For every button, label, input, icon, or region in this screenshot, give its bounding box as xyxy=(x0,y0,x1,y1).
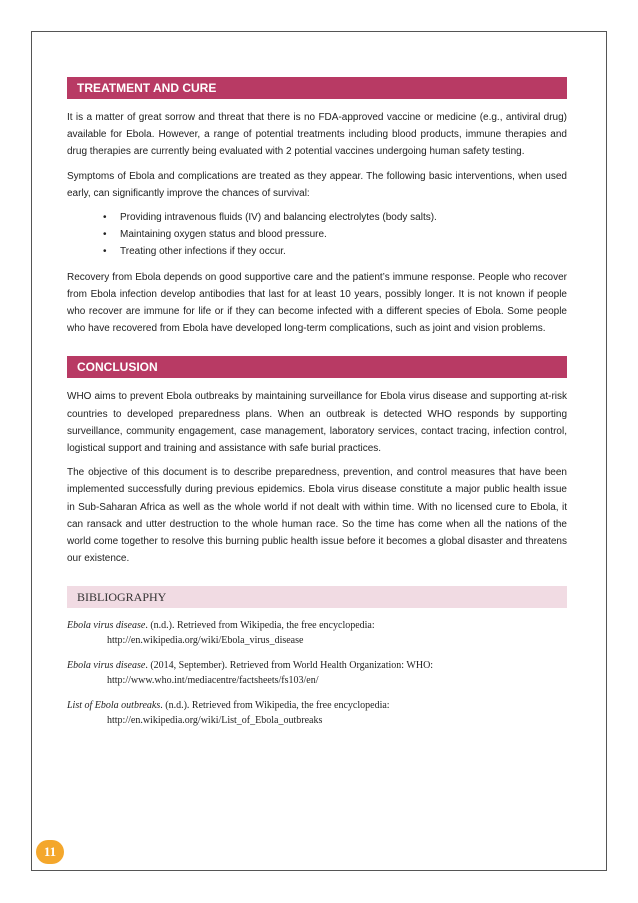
bibliography-title: List of Ebola outbreaks xyxy=(67,700,161,712)
list-item xyxy=(103,243,567,260)
bibliography-url[interactable]: http://en.wikipedia.org/wiki/Ebola_virus_disease xyxy=(107,635,304,647)
list-item-text: Treating other infections if they occur. xyxy=(120,246,286,258)
page-content xyxy=(67,77,567,738)
bibliography-entry xyxy=(67,618,567,648)
treatment-paragraph-1: It is a matter of great sorrow and threat that there is no FDA-approved vaccine or medicine (e.g., antiviral drug) available for Ebola. However, a range of potential treatments including blood products, immune therapies and drug therapies are currently being evaluated with 2 potential vaccines undergoing human safety testing. xyxy=(67,112,567,158)
bibliography-entry xyxy=(67,658,567,688)
page-number-badge: 11 xyxy=(36,840,64,864)
bullet-icon: • xyxy=(103,212,107,224)
list-item-text: Providing intravenous fluids (IV) and balancing electrolytes (body salts). xyxy=(120,212,437,224)
bibliography-entry xyxy=(67,698,567,728)
bibliography-source: . (2014, September). Retrieved from World Health Organization: WHO: xyxy=(145,660,434,672)
bibliography-url[interactable]: http://en.wikipedia.org/wiki/List_of_Ebola_outbreaks xyxy=(107,715,323,727)
bibliography-title: Ebola virus disease xyxy=(67,660,146,672)
bibliography-source: . (n.d.). Retrieved from Wikipedia, the free encyclopedia: xyxy=(160,700,390,712)
bullet-icon: • xyxy=(103,246,107,258)
bullet-icon: • xyxy=(103,229,107,241)
conclusion-heading: CONCLUSION xyxy=(67,356,567,378)
bibliography-title: Ebola virus disease xyxy=(67,620,146,632)
bibliography-url[interactable]: http://www.who.int/mediacentre/factsheets/fs103/en/ xyxy=(107,675,319,687)
bibliography-source: . (n.d.). Retrieved from Wikipedia, the free encyclopedia: xyxy=(145,620,375,632)
list-item-text: Maintaining oxygen status and blood pressure. xyxy=(120,229,327,241)
conclusion-paragraph-2: The objective of this document is to describe preparedness, prevention, and control measures that have been implemented successfully during previous epidemics. Ebola virus disease constitute a major public health issue in Sub-Saharan Africa as well as the whole world if not dealt with within time. With no licensed cure to Ebola, it can ransack and utter destruction to the whole human race. So the time has come when all the nations of the world come together to resolve this burning public health issue before it becomes a global disaster and threatens our existence. xyxy=(67,467,567,565)
conclusion-paragraph-1: WHO aims to prevent Ebola outbreaks by maintaining surveillance for Ebola virus disease and supporting at-risk countries to developed preparedness plans. When an outbreak is detected WHO responds by supporting surveillance, community engagement, case management, laboratory services, contact tracing, infection control, logistical support and training and assistance with safe burial practices. xyxy=(67,391,567,455)
list-item xyxy=(103,209,567,226)
list-item xyxy=(103,226,567,243)
bibliography-heading: BIBLIOGRAPHY xyxy=(67,586,567,608)
treatment-heading: TREATMENT AND CURE xyxy=(67,77,567,99)
treatment-paragraph-3: Recovery from Ebola depends on good supportive care and the patient’s immune response. People who recover from Ebola infection develop antibodies that last for at least 10 years, possibly longer. It is not known if people who recover are immune for life or if they can become infected with a different species of Ebola. Some people who have recovered from Ebola have developed long-term complications, such as joint and vision problems. xyxy=(67,271,567,335)
intervention-list xyxy=(67,209,567,261)
treatment-paragraph-2: Symptoms of Ebola and complications are treated as they appear. The following basic interventions, when used early, can significantly improve the chances of survival: xyxy=(67,170,567,199)
